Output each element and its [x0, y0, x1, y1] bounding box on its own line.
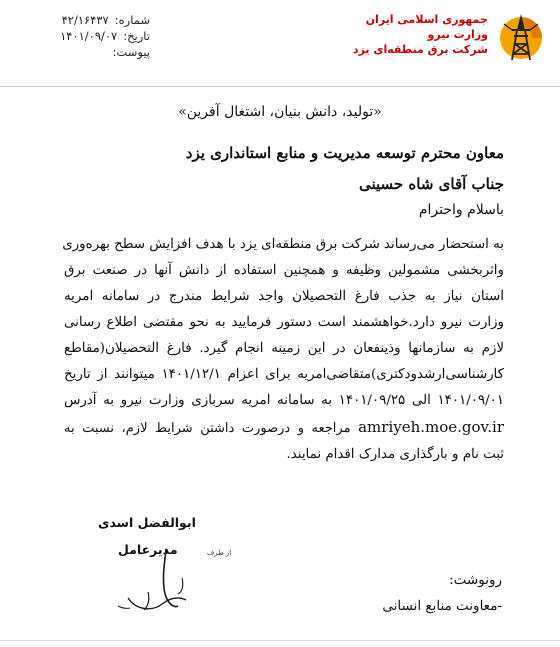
greeting: باسلام واحترام — [418, 202, 504, 218]
body-line: ثبت نام و بارگذاری مدارک اقدام نمایند. — [286, 447, 504, 462]
number-label: شماره: — [114, 13, 150, 27]
body-line: واثربخشی مشمولین وظیفه و همچنین استفاده از دانش آنها در صنعت برق — [64, 263, 504, 278]
signer-title: مدیرعامل — [118, 542, 178, 557]
letter-number-row — [30, 12, 150, 28]
org-line: جمهوری اسلامی ایران — [365, 13, 488, 26]
body-line: ۱۴۰۱/۰۹/۰۱ الی ۱۴۰۱/۰۹/۲۵ به سامانه امریه سربازی وزارت نیرو به آدرس — [64, 393, 504, 408]
signer-name: ابوالفضل اسدی — [98, 515, 196, 530]
date-label: تاریخ: — [123, 29, 150, 43]
handwritten-signature — [108, 548, 218, 618]
attachment-row — [30, 44, 150, 60]
organization-name — [353, 12, 488, 57]
letter-date-row — [30, 28, 150, 44]
power-tower-logo-icon — [498, 8, 544, 66]
body-line: به استحضار می‌رساند شرکت برق منطقه‌ای یزد با هدف افزایش سطح بهره‌وری — [62, 237, 504, 252]
footer-divider — [0, 640, 560, 641]
body-line: وزارت نیرو دارد.خواهشمند است دستور فرمایید به نحو مقتضی اطلاع رسانی — [64, 315, 504, 330]
website-link[interactable]: amriyeh.moe.gov.ir — [358, 418, 504, 436]
cc-item: -معاونت منابع انسانی — [382, 598, 502, 614]
header-divider — [0, 86, 560, 87]
body-line: استان نیاز به جذب فارغ التحصیلان واجد شرایط مندرج در سامانه امریه — [64, 289, 504, 304]
cc-label: رونوشت: — [449, 572, 502, 588]
body-url-rest: مراجعه و درصورت داشتن شرایط لازم، نسبت به — [64, 421, 351, 436]
body-line: لازم به سازمانها وذینفعان در این زمینه انجام گیرد. فارغ التحصیلان(مقاطع — [64, 341, 504, 356]
org-line: شرکت برق منطقه‌ای یزد — [352, 43, 488, 56]
org-line: وزارت نیرو — [427, 28, 488, 41]
letter-meta — [30, 12, 150, 60]
on-behalf-label: از طرف — [207, 549, 232, 557]
date-value: ۱۴۰۱/۰۹/۰۷ — [60, 29, 118, 43]
number-value: ۴۲/۱۶۴۳۷ — [61, 13, 109, 27]
recipient-name: جناب آقای شاه حسینی — [358, 175, 504, 193]
attachment-label: پیوست: — [112, 45, 150, 59]
motto: «تولید، دانش بنیان، اشتغال آفرین» — [178, 104, 382, 120]
letter-body — [64, 232, 504, 468]
recipient-title: معاون محترم توسعه مدیریت و منابع استانداری یزد — [185, 144, 504, 162]
body-line-url — [64, 414, 504, 442]
body-line: کارشناسی‌ارشدودکتری)متقاضی‌امریه برای اعزام ۱۴۰۱/۱۲/۱ میتوانند از تاریخ — [64, 367, 504, 382]
